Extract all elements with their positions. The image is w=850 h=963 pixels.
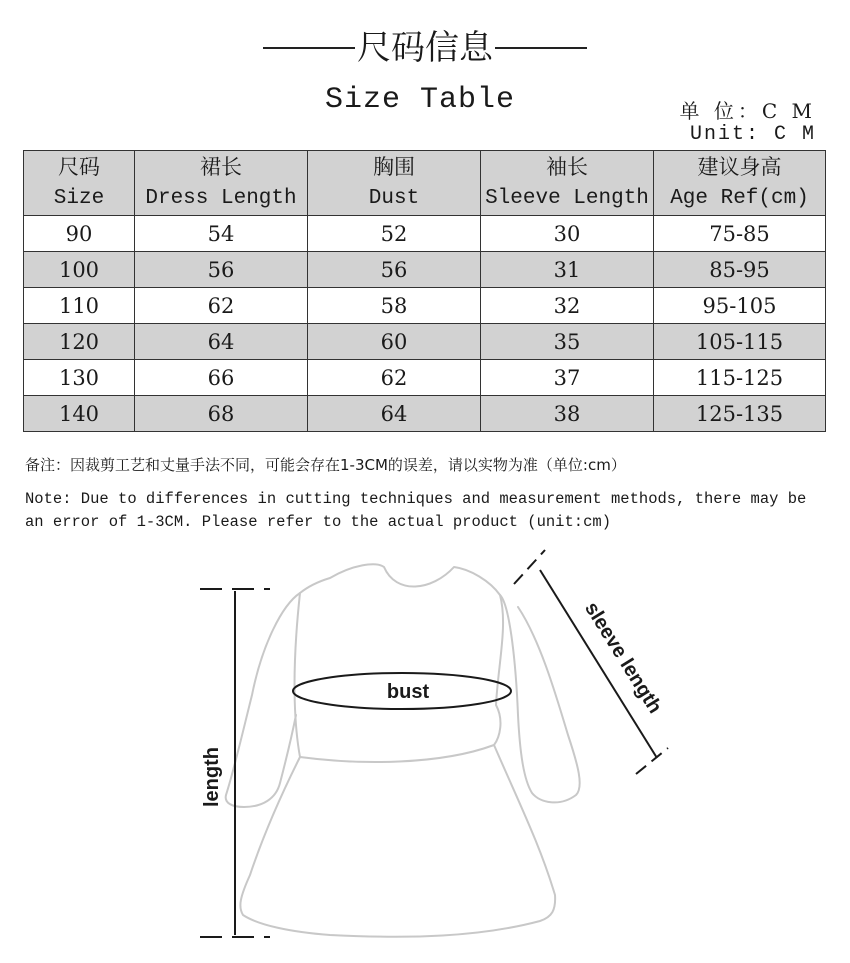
page-title-cn: 尺码信息 — [357, 28, 493, 68]
cell-sleeve-length: 35 — [481, 324, 654, 360]
column-header-bust — [308, 151, 481, 216]
cell-sleeve-length: 38 — [481, 396, 654, 432]
column-header-cn: 尺码 — [58, 155, 100, 179]
cell-sleeve-length: 37 — [481, 360, 654, 396]
table-row — [24, 324, 826, 360]
column-header-cn: 袖长 — [546, 155, 588, 179]
dress-sleeve-right — [500, 595, 580, 802]
cell-size: 140 — [24, 396, 135, 432]
cell-size: 110 — [24, 288, 135, 324]
title-right-rule — [495, 47, 587, 49]
cell-bust: 62 — [308, 360, 481, 396]
cell-age-ref: 75-85 — [654, 216, 826, 252]
cell-bust: 58 — [308, 288, 481, 324]
cell-dress-length: 68 — [135, 396, 308, 432]
cell-size: 90 — [24, 216, 135, 252]
column-header-en: Age Ref(cm) — [670, 187, 809, 210]
column-header-en: Dress Length — [145, 187, 297, 210]
column-header-cn: 裙长 — [200, 155, 242, 179]
cell-age-ref: 125-135 — [654, 396, 826, 432]
column-header-sleeve-length — [481, 151, 654, 216]
sleeve-measure — [514, 550, 668, 774]
cell-size: 100 — [24, 252, 135, 288]
cell-sleeve-length: 30 — [481, 216, 654, 252]
sleeve-tick-bottom — [636, 748, 668, 774]
cell-age-ref: 115-125 — [654, 360, 826, 396]
cell-sleeve-length: 31 — [481, 252, 654, 288]
table-row — [24, 288, 826, 324]
dress-waist-seam — [300, 745, 494, 762]
column-header-cn: 胸围 — [373, 155, 415, 179]
cell-dress-length: 66 — [135, 360, 308, 396]
table-row — [24, 252, 826, 288]
cell-age-ref: 105-115 — [654, 324, 826, 360]
unit-label-cn: 单 位：C M — [679, 99, 816, 123]
dress-sleeve-left — [226, 593, 300, 807]
size-table — [23, 150, 826, 432]
column-header-age-ref — [654, 151, 826, 216]
column-header-dress-length — [135, 151, 308, 216]
column-header-en: Sleeve Length — [485, 187, 649, 210]
note-chinese: 备注：因裁剪工艺和丈量手法不同，可能会存在1-3CM的误差，请以实物为准（单位:cm） — [25, 456, 626, 474]
cell-age-ref: 85-95 — [654, 252, 826, 288]
column-header-en: Dust — [368, 187, 420, 210]
table-header-row — [24, 151, 826, 216]
cell-size: 130 — [24, 360, 135, 396]
page-title-en: Size Table — [324, 83, 516, 117]
cell-sleeve-length: 32 — [481, 288, 654, 324]
measurement-diagram — [0, 545, 850, 963]
column-header-en: Size — [53, 187, 105, 210]
cell-dress-length: 62 — [135, 288, 308, 324]
title-left-rule — [263, 47, 355, 49]
cell-dress-length: 54 — [135, 216, 308, 252]
sleeve-length-label: sleeve length — [580, 598, 666, 718]
dress-outline — [226, 564, 580, 937]
table-row — [24, 216, 826, 252]
unit-label-en: Unit: C M — [689, 123, 816, 146]
column-header-cn: 建议身高 — [697, 155, 782, 179]
column-header-size — [24, 151, 135, 216]
cell-bust: 56 — [308, 252, 481, 288]
cell-size: 120 — [24, 324, 135, 360]
cell-bust: 60 — [308, 324, 481, 360]
cell-dress-length: 64 — [135, 324, 308, 360]
cell-dress-length: 56 — [135, 252, 308, 288]
bust-label: bust — [386, 681, 430, 703]
table-row — [24, 360, 826, 396]
table-row — [24, 396, 826, 432]
cell-age-ref: 95-105 — [654, 288, 826, 324]
length-label: length — [201, 747, 223, 807]
cell-bust: 52 — [308, 216, 481, 252]
title-row — [0, 24, 850, 70]
cell-bust: 64 — [308, 396, 481, 432]
sleeve-tick-top — [514, 550, 545, 584]
note-english: Note: Due to differences in cutting techniques and measurement methods, there may be an error of 1-3CM. Please refer to the actual product (unit:cm) — [25, 490, 807, 531]
